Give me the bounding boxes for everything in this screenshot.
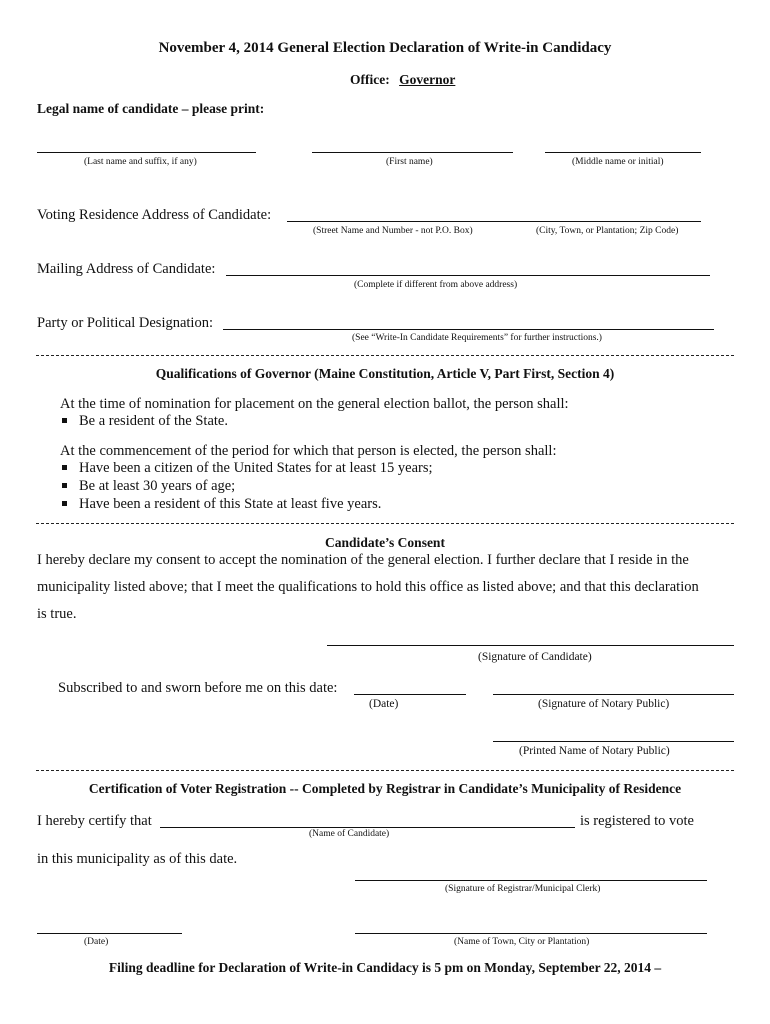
bullet-icon	[62, 418, 67, 423]
notary-signature-field[interactable]	[493, 694, 734, 695]
certified-candidate-hint: (Name of Candidate)	[309, 829, 390, 839]
office-label: Office:	[350, 72, 390, 87]
qualifications-intro-2: At the commencement of the period for which that person is elected, the person shall:	[60, 443, 557, 459]
voting-residence-label: Voting Residence Address of Candidate:	[37, 207, 272, 223]
candidate-signature-field[interactable]	[327, 645, 734, 646]
middle-name-field[interactable]	[545, 152, 701, 153]
filing-deadline: Filing deadline for Declaration of Write-in Candidacy is 5 pm on Monday, September 22, 2014 –	[108, 960, 662, 975]
candidate-signature-hint: (Signature of Candidate)	[478, 651, 592, 663]
voting-residence-field[interactable]	[287, 221, 701, 222]
last-name-hint: (Last name and suffix, if any)	[84, 157, 197, 167]
section-divider	[36, 770, 734, 771]
bullet-icon	[62, 483, 67, 488]
consent-text-line-2: municipality listed above; that I meet the qualifications to hold this office as listed above; and that this declaration	[37, 579, 699, 595]
party-label: Party or Political Designation:	[37, 315, 213, 331]
notary-name-field[interactable]	[493, 741, 734, 742]
registrar-signature-hint: (Signature of Registrar/Municipal Clerk)	[445, 884, 601, 894]
certify-suffix: is registered to vote	[580, 813, 694, 829]
mailing-address-label: Mailing Address of Candidate:	[37, 261, 216, 277]
document-title: November 4, 2014 General Election Declaration of Write-in Candidacy	[158, 40, 612, 56]
office-line	[350, 72, 455, 88]
voting-street-hint: (Street Name and Number - not P.O. Box)	[313, 226, 473, 236]
certification-heading: Certification of Voter Registration -- Completed by Registrar in Candidate’s Municipality of Residence	[88, 781, 682, 796]
consent-heading: Candidate’s Consent	[325, 535, 445, 550]
last-name-field[interactable]	[37, 152, 256, 153]
mailing-address-field[interactable]	[226, 275, 710, 276]
qualification-item	[62, 478, 235, 495]
section-divider	[36, 523, 734, 524]
certified-candidate-field[interactable]	[160, 827, 575, 828]
municipality-name-field[interactable]	[355, 933, 707, 934]
party-field[interactable]	[223, 329, 714, 330]
first-name-hint: (First name)	[386, 157, 433, 167]
municipality-name-hint: (Name of Town, City or Plantation)	[454, 937, 590, 947]
sworn-label: Subscribed to and sworn before me on this date:	[58, 680, 338, 696]
bullet-icon	[62, 465, 67, 470]
qualifications-heading: Qualifications of Governor (Maine Constitution, Article V, Part First, Section 4)	[155, 366, 615, 381]
section-divider	[36, 355, 734, 356]
office-value: Governor	[399, 72, 456, 87]
qualification-text: Have been a resident of this State at least five years.	[79, 496, 382, 512]
sworn-date-hint: (Date)	[369, 698, 399, 710]
qualifications-intro-1: At the time of nomination for placement on the general election ballot, the person shall:	[60, 396, 569, 412]
consent-text-line-3: is true.	[37, 606, 77, 622]
bullet-icon	[62, 501, 67, 506]
notary-name-hint: (Printed Name of Notary Public)	[519, 745, 670, 757]
certify-prefix: I hereby certify that	[37, 813, 152, 829]
qualification-item	[62, 413, 228, 430]
legal-name-heading: Legal name of candidate – please print:	[37, 101, 265, 116]
certify-line-2: in this municipality as of this date.	[37, 851, 238, 867]
middle-name-hint: (Middle name or initial)	[572, 157, 664, 167]
qualification-item	[62, 496, 381, 513]
qualification-item	[62, 460, 433, 477]
qualification-text: Be a resident of the State.	[79, 413, 228, 429]
first-name-field[interactable]	[312, 152, 513, 153]
registrar-signature-field[interactable]	[355, 880, 707, 881]
consent-text-line-1: I hereby declare my consent to accept the nomination of the general election. I further declare that I reside in the	[37, 552, 689, 568]
qualification-text: Have been a citizen of the United States for at least 15 years;	[79, 460, 433, 476]
certification-date-field[interactable]	[37, 933, 182, 934]
mailing-address-hint: (Complete if different from above address)	[354, 280, 518, 290]
notary-signature-hint: (Signature of Notary Public)	[538, 698, 670, 710]
certification-date-hint: (Date)	[84, 937, 109, 947]
sworn-date-field[interactable]	[354, 694, 466, 695]
voting-city-hint: (City, Town, or Plantation; Zip Code)	[536, 226, 679, 236]
party-hint: (See “Write-In Candidate Requirements” for further instructions.)	[352, 333, 602, 343]
qualification-text: Be at least 30 years of age;	[79, 478, 236, 494]
